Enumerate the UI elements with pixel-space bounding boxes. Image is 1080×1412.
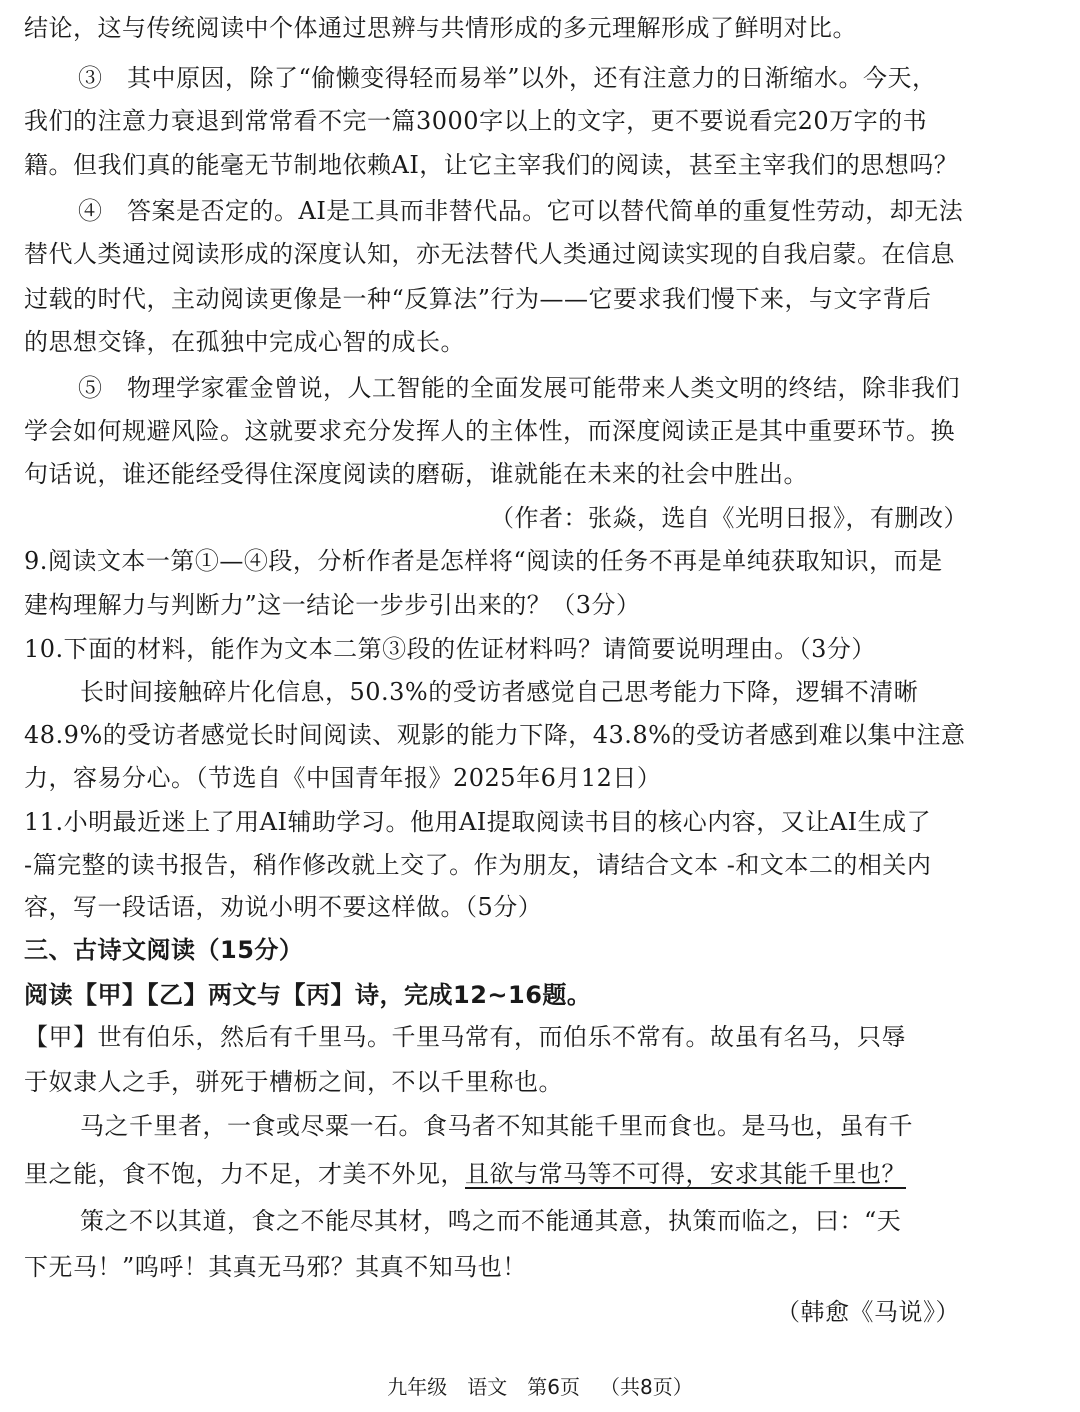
question-10: 10.下面的材料，能作为文本二第③段的佐证材料吗？请简要说明理由。（3分） (24, 635, 876, 663)
footer-total-pages: （共8页） (600, 1375, 693, 1399)
jia-para2-line2-plain: 里之能，食不饱，力不足，才美不外见， (24, 1160, 465, 1188)
jia-para2-line2 (24, 1159, 1064, 1189)
text2-para4-line3: 过载的时代，主动阅读更像是一种“反算法”行为——它要求我们慢下来，与文字背后 (24, 285, 932, 313)
q10-material-line1: 长时间接触碎片化信息，50.3%的受访者感觉自己思考能力下降，逻辑不清晰 (80, 678, 919, 706)
jia-para3-line1: 策之不以其道，食之不能尽其材，鸣之而不能通其意，执策而临之，曰：“天 (80, 1207, 902, 1235)
text2-para4-line2: 替代人类通过阅读形成的深度认知，亦无法替代人类通过阅读实现的自我启蒙。在信息 (24, 240, 955, 268)
question-11-line2: -篇完整的读书报告，稍作修改就上交了。作为朋友，请结合文本 -和文本二的相关内 (24, 851, 932, 879)
text2-para5-line1: ⑤ 物理学家霍金曾说，人工智能的全面发展可能带来人类文明的终结，除非我们 (78, 374, 960, 402)
jia-para1-line1: 【甲】世有伯乐，然后有千里马。千里马常有，而伯乐不常有。故虽有名马，只辱 (24, 1023, 906, 1051)
jia-para3-line2: 下无马！”呜呼！其真无马邪？其真不知马也！ (24, 1253, 527, 1281)
text2-para4-line1: ④ 答案是否定的。AI是工具而非替代品。它可以替代简单的重复性劳动，却无法 (78, 197, 964, 225)
jia-para1-line2: 于奴隶人之手，骈死于槽枥之间，不以千里称也。 (24, 1068, 563, 1096)
page-footer (0, 1374, 1080, 1400)
section-3-instruction: 阅读【甲】【乙】两文与【丙】诗，完成12~16题。 (24, 981, 592, 1009)
q10-material-line3: 力，容易分心。（节选自《中国青年报》2025年6月12日） (24, 764, 662, 792)
question-11-line1: 11.小明最近迷上了用AI辅助学习。他用AI提取阅读书目的核心内容，又让AI生成了 (24, 808, 932, 836)
footer-subject: 语文 (467, 1375, 508, 1399)
text2-para5-line3: 句话说，谁还能经受得住深度阅读的磨砺，谁就能在未来的社会中胜出。 (24, 460, 808, 488)
text2-source: （作者：张焱，选自《光明日报》，有删改） (490, 504, 968, 532)
text2-para3-line3: 籍。但我们真的能毫无节制地依赖AI，让它主宰我们的阅读，甚至主宰我们的思想吗？ (24, 151, 959, 179)
text2-para3-line2: 我们的注意力衰退到常常看不完一篇3000字以上的文字，更不要说看完20万字的书 (24, 107, 928, 135)
question-9-line2: 建构理解力与判断力”这一结论一步步引出来的？（3分） (24, 591, 641, 619)
question-9-line1: 9.阅读文本一第①—④段，分析作者是怎样将“阅读的任务不再是单纯获取知识，而是 (24, 547, 943, 575)
text2-para5-line2: 学会如何规避风险。这就要求充分发挥人的主体性，而深度阅读正是其中重要环节。换 (24, 417, 955, 445)
footer-page-number: 第6页 (527, 1375, 580, 1399)
section-3-heading: 三、古诗文阅读（15分） (24, 936, 304, 964)
jia-para2-line1: 马之千里者，一食或尽粟一石。食马者不知其能千里而食也。是马也，虽有千 (80, 1112, 913, 1140)
jia-source: （韩愈《马说》） (776, 1298, 960, 1326)
footer-grade: 九年级 (387, 1375, 448, 1399)
text2-para2-tail: 结论，这与传统阅读中个体通过思辨与共情形成的多元理解形成了鲜明对比。 (24, 14, 857, 42)
text2-para3-line1: ③ 其中原因，除了“偷懒变得轻而易举”以外，还有注意力的日渐缩水。今天， (78, 64, 937, 92)
text2-para4-line4: 的思想交锋，在孤独中完成心智的成长。 (24, 328, 465, 356)
q10-material-line2: 48.9%的受访者感觉长时间阅读、观影的能力下降，43.8%的受访者感到难以集中注意 (24, 721, 966, 749)
jia-para2-underlined-sentence: 且欲与常马等不可得，安求其能千里也？ (465, 1160, 906, 1188)
question-11-line3: 容，写一段话语，劝说小明不要这样做。（5分） (24, 893, 543, 921)
